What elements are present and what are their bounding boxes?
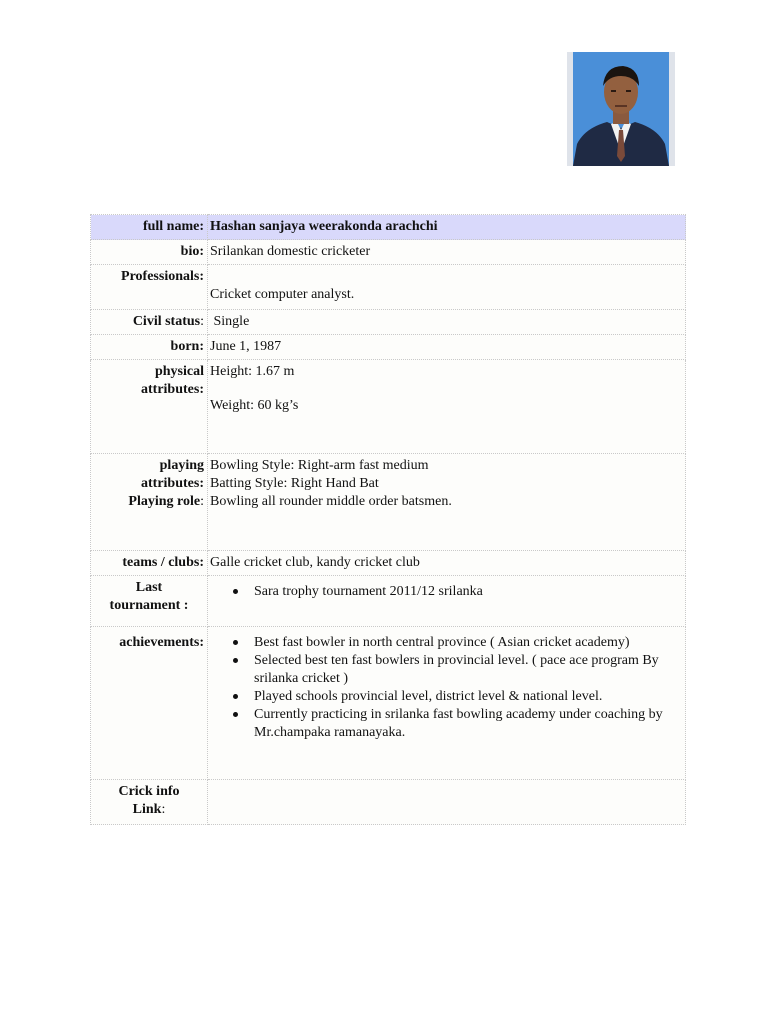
label-crickinfo xyxy=(91,780,208,825)
row-professionals xyxy=(91,265,686,310)
label-professionals: Professionals: xyxy=(91,265,208,310)
row-physical xyxy=(91,360,686,454)
list-item: Best fast bowler in north central province ( Asian cricket academy) xyxy=(254,634,682,652)
playing-role-colon: : xyxy=(200,494,204,509)
spacer xyxy=(210,268,682,284)
label-born: born: xyxy=(91,335,208,360)
last-tournament-list xyxy=(210,583,682,601)
professionals-text: Cricket computer analyst. xyxy=(210,287,355,302)
spacer xyxy=(210,381,682,397)
crickinfo-colon: : xyxy=(161,802,166,817)
row-last-tournament xyxy=(91,576,686,627)
label-civil-status xyxy=(91,310,208,335)
player-photo xyxy=(567,52,675,166)
row-full-name xyxy=(91,215,686,240)
row-achievements xyxy=(91,627,686,780)
list-item: Played schools provincial level, district level & national level. xyxy=(254,688,682,706)
achievements-list xyxy=(210,634,682,742)
row-bio xyxy=(91,240,686,265)
value-full-name xyxy=(208,215,686,240)
last-tournament-label-line2: tournament : xyxy=(109,598,189,613)
bowling-style-text: Bowling Style: Right-arm fast medium xyxy=(210,458,429,473)
list-item: Currently practicing in srilanka fast bowling academy under coaching by Mr.champaka ramanayaka. xyxy=(254,706,682,742)
value-crickinfo-link[interactable] xyxy=(208,780,686,825)
label-full-name: full name: xyxy=(91,215,208,240)
label-teams: teams / clubs: xyxy=(91,551,208,576)
crickinfo-label-line1: Crick info xyxy=(118,784,180,799)
batting-style-text: Batting Style: Right Hand Bat xyxy=(210,476,379,491)
label-achievements xyxy=(91,627,208,780)
label-playing xyxy=(91,454,208,551)
playing-role-label: Playing role xyxy=(128,494,201,509)
crickinfo-label-line2 xyxy=(94,801,204,819)
physical-label-line2: attributes: xyxy=(141,382,204,397)
value-physical xyxy=(208,360,686,454)
label-bio: bio: xyxy=(91,240,208,265)
playing-label-line1: playing xyxy=(159,458,204,473)
label-last-tournament xyxy=(91,576,208,627)
list-item: Sara trophy tournament 2011/12 srilanka xyxy=(254,583,682,601)
physical-label-line1: physical xyxy=(154,364,204,379)
value-professionals xyxy=(208,265,686,310)
weight-text: Weight: 60 kg’s xyxy=(210,398,299,413)
value-born: June 1, 1987 xyxy=(208,335,686,360)
list-item: Selected best ten fast bowlers in provincial level. ( pace ace program By srilanka cricket ) xyxy=(254,652,682,688)
row-crickinfo xyxy=(91,780,686,825)
playing-role-text: Bowling all rounder middle order batsmen. xyxy=(210,494,452,509)
playing-label-line2: attributes: xyxy=(141,476,204,491)
row-born xyxy=(91,335,686,360)
height-text: Height: 1.67 m xyxy=(210,364,295,379)
value-civil-status: Single xyxy=(208,310,686,335)
achievements-label-text: achievements: xyxy=(119,635,204,650)
value-playing xyxy=(208,454,686,551)
value-achievements xyxy=(208,627,686,780)
last-tournament-label-line1: Last xyxy=(135,580,163,595)
playing-label-line3 xyxy=(94,493,204,511)
crickinfo-label-text: Link xyxy=(132,802,162,817)
profile-table xyxy=(90,214,686,825)
row-teams xyxy=(91,551,686,576)
value-teams: Galle cricket club, kandy cricket club xyxy=(208,551,686,576)
row-civil-status xyxy=(91,310,686,335)
civil-status-label-text: Civil status xyxy=(132,314,201,329)
civil-status-colon: : xyxy=(200,314,204,329)
label-physical xyxy=(91,360,208,454)
row-playing xyxy=(91,454,686,551)
value-bio: Srilankan domestic cricketer xyxy=(208,240,686,265)
full-name-text: Hashan sanjaya weerakonda arachchi xyxy=(210,219,438,234)
value-last-tournament xyxy=(208,576,686,627)
